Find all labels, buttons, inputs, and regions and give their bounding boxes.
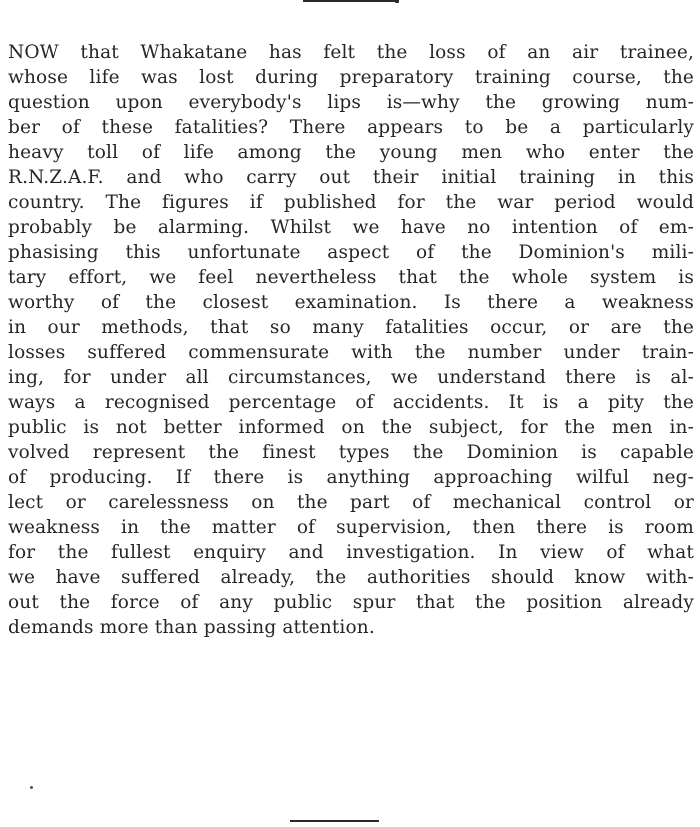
article-line: question upon everybody's lips is—why the growing num- bbox=[8, 92, 694, 113]
editorial-article bbox=[8, 40, 694, 640]
article-line: losses suffered commensurate with the number under train- bbox=[8, 342, 694, 363]
article-line: probably be alarming. Whilst we have no intention of em- bbox=[8, 217, 694, 238]
article-line: demands more than passing attention. bbox=[8, 617, 375, 638]
print-speck bbox=[30, 786, 33, 789]
article-line: NOW that Whakatane has felt the loss of an air trainee, bbox=[8, 42, 694, 63]
rule-end-mark bbox=[395, 0, 399, 3]
article-line: whose life was lost during preparatory training course, the bbox=[8, 67, 694, 88]
article-line: we have suffered already, the authorities should know with- bbox=[8, 567, 694, 588]
article-line: tary effort, we feel nevertheless that the whole system is bbox=[8, 267, 694, 288]
article-line: weakness in the matter of supervision, then there is room bbox=[8, 517, 694, 538]
article-line: lect or carelessness on the part of mechanical control or bbox=[8, 492, 694, 513]
article-line: volved represent the finest types the Dominion is capable bbox=[8, 442, 694, 463]
article-line: ing, for under all circumstances, we understand there is al- bbox=[8, 367, 694, 388]
article-line: of producing. If there is anything approaching wilful neg- bbox=[8, 467, 694, 488]
article-line: worthy of the closest examination. Is there a weakness bbox=[8, 292, 694, 313]
article-line: country. The figures if published for the war period would bbox=[8, 192, 694, 213]
article-line: out the force of any public spur that the position already bbox=[8, 592, 694, 613]
bottom-separator-rule bbox=[290, 820, 379, 822]
article-line: for the fullest enquiry and investigation. In view of what bbox=[8, 542, 694, 563]
article-line: heavy toll of life among the young men who enter the bbox=[8, 142, 694, 163]
article-line: phasising this unfortunate aspect of the Dominion's mili- bbox=[8, 242, 694, 263]
article-line: public is not better informed on the subject, for the men in- bbox=[8, 417, 694, 438]
article-line: R.N.Z.A.F. and who carry out their initial training in this bbox=[8, 167, 694, 188]
top-separator-rule bbox=[303, 0, 396, 2]
article-line: ways a recognised percentage of accidents. It is a pity the bbox=[8, 392, 694, 413]
article-line: ber of these fatalities? There appears to be a particularly bbox=[8, 117, 694, 138]
article-line: in our methods, that so many fatalities occur, or are the bbox=[8, 317, 694, 338]
